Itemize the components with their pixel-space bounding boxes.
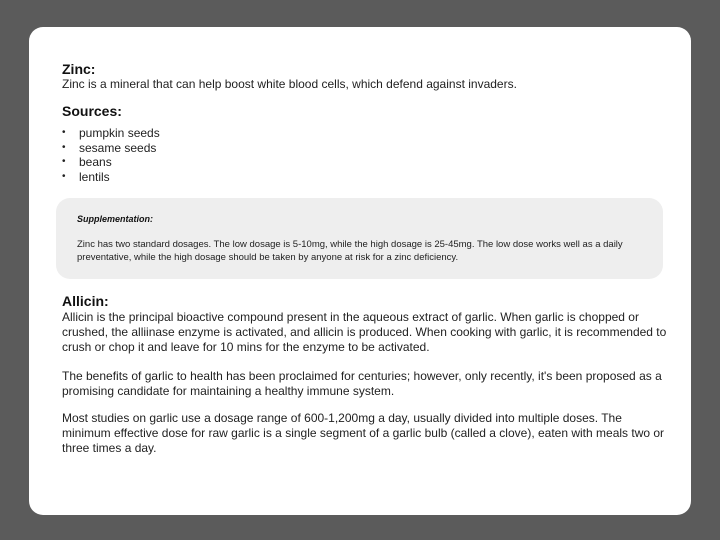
supplementation-heading: Supplementation: <box>77 214 153 224</box>
list-item: • sesame seeds <box>62 141 160 156</box>
zinc-heading: Zinc: <box>62 61 96 77</box>
allicin-paragraph-3: Most studies on garlic use a dosage range of 600-1,200mg a day, usually divided into multiple doses. The minimum effective dose for raw garlic is a single segment of a garlic bulb (called a clove), eaten with meals two or three times a day. <box>62 411 665 455</box>
list-item: • pumpkin seeds <box>62 126 160 141</box>
list-item: • beans <box>62 155 160 170</box>
allicin-heading: Allicin: <box>62 293 109 309</box>
allicin-paragraph-2: The benefits of garlic to health has been proclaimed for centuries; however, only recently, it's been proposed as a promising candidate for maintaining a healthy immune system. <box>62 369 662 398</box>
supplementation-callout <box>56 198 663 279</box>
allicin-paragraph-1: Allicin is the principal bioactive compound present in the aqueous extract of garlic. When garlic is chopped or crushed, the alliinase enzyme is activated, and allicin is produced. When cooking with garlic, it is recommended to crush or chop it and leave for 10 mins for the enzyme to be activated. <box>62 310 667 354</box>
zinc-description: Zinc is a mineral that can help boost white blood cells, which defend against invaders. <box>62 77 517 91</box>
sources-list <box>62 126 160 184</box>
sources-heading: Sources: <box>62 103 122 119</box>
supplementation-text: Zinc has two standard dosages. The low dosage is 5-10mg, while the high dosage is 25-45mg. The low dose works well as a daily preventative, while the high dosage should be taken by anyone at risk for a zinc deficiency. <box>77 239 623 263</box>
list-item: • lentils <box>62 170 160 185</box>
content-card <box>29 27 691 515</box>
